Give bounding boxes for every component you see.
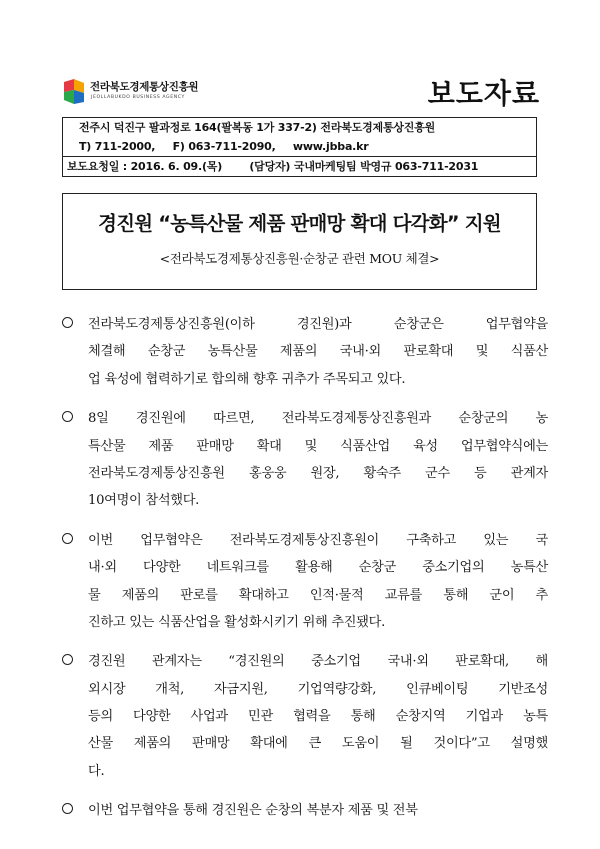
paragraph-line: 체결해 순창군 농특산물 제품의 국내·외 판로확대 및 식품산 [88, 344, 548, 360]
paragraph-line: 다. [88, 763, 105, 779]
paragraph-line: 이번 업무협약은 전라북도경제통상진흥원이 구축하고 있는 국 [88, 532, 548, 548]
paragraph-line: 전라북도경제통상진흥원(이하 경진원)과 순창군은 업무협약을 [88, 317, 548, 332]
paragraph [62, 797, 548, 824]
circle-bullet-icon [62, 654, 73, 665]
paragraph [62, 648, 548, 785]
contact-info-box [62, 117, 537, 177]
fax-text: F) 063-711-2090, [172, 140, 276, 153]
press-release-title: 보도자료 [427, 77, 540, 110]
tel-text: T) 711-2000, [79, 140, 156, 153]
paragraph [62, 527, 548, 637]
agency-logo-icon [62, 78, 86, 106]
request-date: 보도요청일 : 2016. 6. 09.(목) [67, 160, 223, 173]
paragraph-line: 업 육성에 협력하기로 합의해 향후 귀추가 주목되고 있다. [88, 371, 406, 387]
paragraph-line: 10여명이 참석했다. [88, 493, 200, 509]
headline-box [62, 193, 537, 290]
paragraph [62, 405, 548, 515]
contact-person: (담당자) 국내마케팅팀 박영규 063-711-2031 [249, 160, 479, 173]
request-line [63, 156, 536, 176]
document-header [62, 70, 542, 116]
website-link[interactable]: www.jbba.kr [292, 140, 369, 153]
paragraph-line: 진하고 있는 식품산업을 활성화시키기 위해 추진됐다. [88, 614, 386, 630]
article-body [62, 311, 548, 837]
circle-bullet-icon [62, 411, 73, 422]
phone-line [63, 137, 536, 156]
paragraph [62, 311, 548, 393]
paragraph-line: 등의 다양한 사업과 민관 협력을 통해 순창지역 기업과 농특 [88, 709, 548, 725]
circle-bullet-icon [62, 533, 73, 544]
paragraph-line: 내·외 다양한 네트워크를 활용해 순창군 중소기업의 농특산 [88, 560, 548, 576]
circle-bullet-icon [62, 803, 73, 814]
org-name-english: JEOLLABUKDO BUSINESS AGENCY [91, 95, 185, 100]
circle-bullet-icon [62, 317, 73, 328]
address-text: 전주시 덕진구 팔과정로 164(팔복동 1가 337-2) 전라북도경제통상진흥원 [79, 121, 436, 134]
paragraph-line: 외시장 개척, 자금지원, 기업역량강화, 인큐베이팅 기반조성 [88, 681, 548, 697]
paragraph-line: 물 제품의 판로를 확대하고 인적·물적 교류를 통해 군이 추 [88, 587, 548, 603]
paragraph-line: 이번 업무협약을 통해 경진원은 순창의 복분자 제품 및 전북 [88, 803, 418, 819]
paragraph-line: 특산물 제품 판매망 확대 및 식품산업 육성 업무협약식에는 [88, 438, 548, 454]
org-name: 전라북도경제통상진흥원 [90, 81, 199, 93]
address-line [63, 118, 536, 137]
headline-subtitle: <전라북도경제통상진흥원·순창군 관련 MOU 체결> [159, 251, 440, 266]
paragraph-line: 경진원 관계자는 “경진원의 중소기업 국내·외 판로확대, 해 [88, 654, 548, 670]
headline-title: 경진원 “농특산물 제품 판매망 확대 다각화” 지원 [98, 212, 501, 235]
paragraph-line: 8일 경진원에 따르면, 전라북도경제통상진흥원과 순창군의 농 [88, 411, 548, 427]
paragraph-line: 전라북도경제통상진흥원 홍웅웅 원장, 황숙주 군수 등 관계자 [88, 465, 548, 481]
paragraph-line: 산물 제품의 판매망 확대에 큰 도움이 될 것이다”고 설명했 [88, 736, 548, 752]
